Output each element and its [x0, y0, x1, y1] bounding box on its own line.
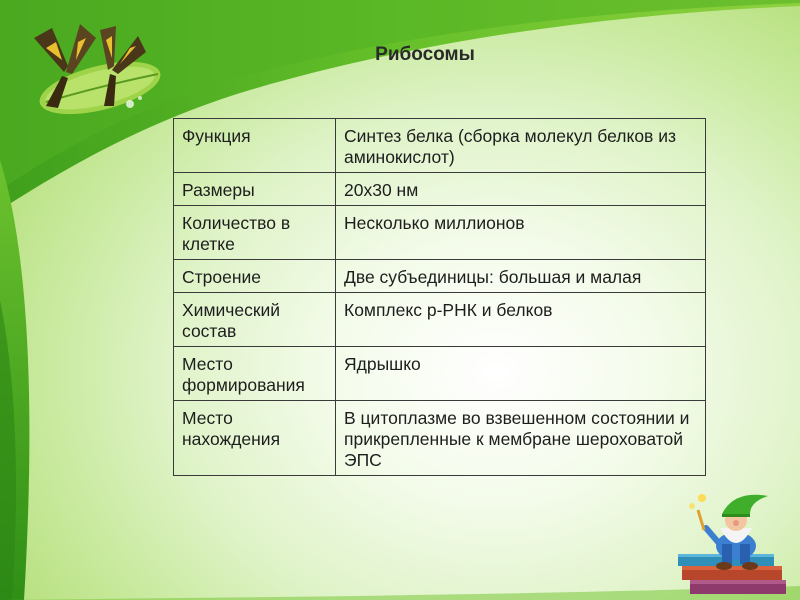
table-row — [174, 173, 706, 206]
table-row — [174, 347, 706, 401]
table-row — [174, 206, 706, 260]
row-label: Размеры — [174, 173, 336, 206]
table-row — [174, 401, 706, 476]
table-row — [174, 260, 706, 293]
row-value: Несколько миллионов — [336, 206, 706, 260]
table-row — [174, 293, 706, 347]
row-label: Место формирования — [174, 347, 336, 401]
row-value: Две субъединицы: большая и малая — [336, 260, 706, 293]
row-value: Комплекс р-РНК и белков — [336, 293, 706, 347]
gnome-with-books-icon — [676, 488, 796, 598]
table-row — [174, 119, 706, 173]
row-label: Функция — [174, 119, 336, 173]
row-value: Ядрышко — [336, 347, 706, 401]
row-label: Строение — [174, 260, 336, 293]
row-label: Химический состав — [174, 293, 336, 347]
row-label: Место нахождения — [174, 401, 336, 476]
row-label: Количество в клетке — [174, 206, 336, 260]
row-value: В цитоплазме во взвешенном состоянии и прикрепленные к мембране шероховатой ЭПС — [336, 401, 706, 476]
butterfly-on-leaf-icon — [16, 16, 168, 118]
row-value: Синтез белка (сборка молекул белков из аминокислот) — [336, 119, 706, 173]
slide-title: Рибосомы — [375, 44, 475, 65]
row-value: 20х30 нм — [336, 173, 706, 206]
ribosome-table — [173, 118, 706, 476]
